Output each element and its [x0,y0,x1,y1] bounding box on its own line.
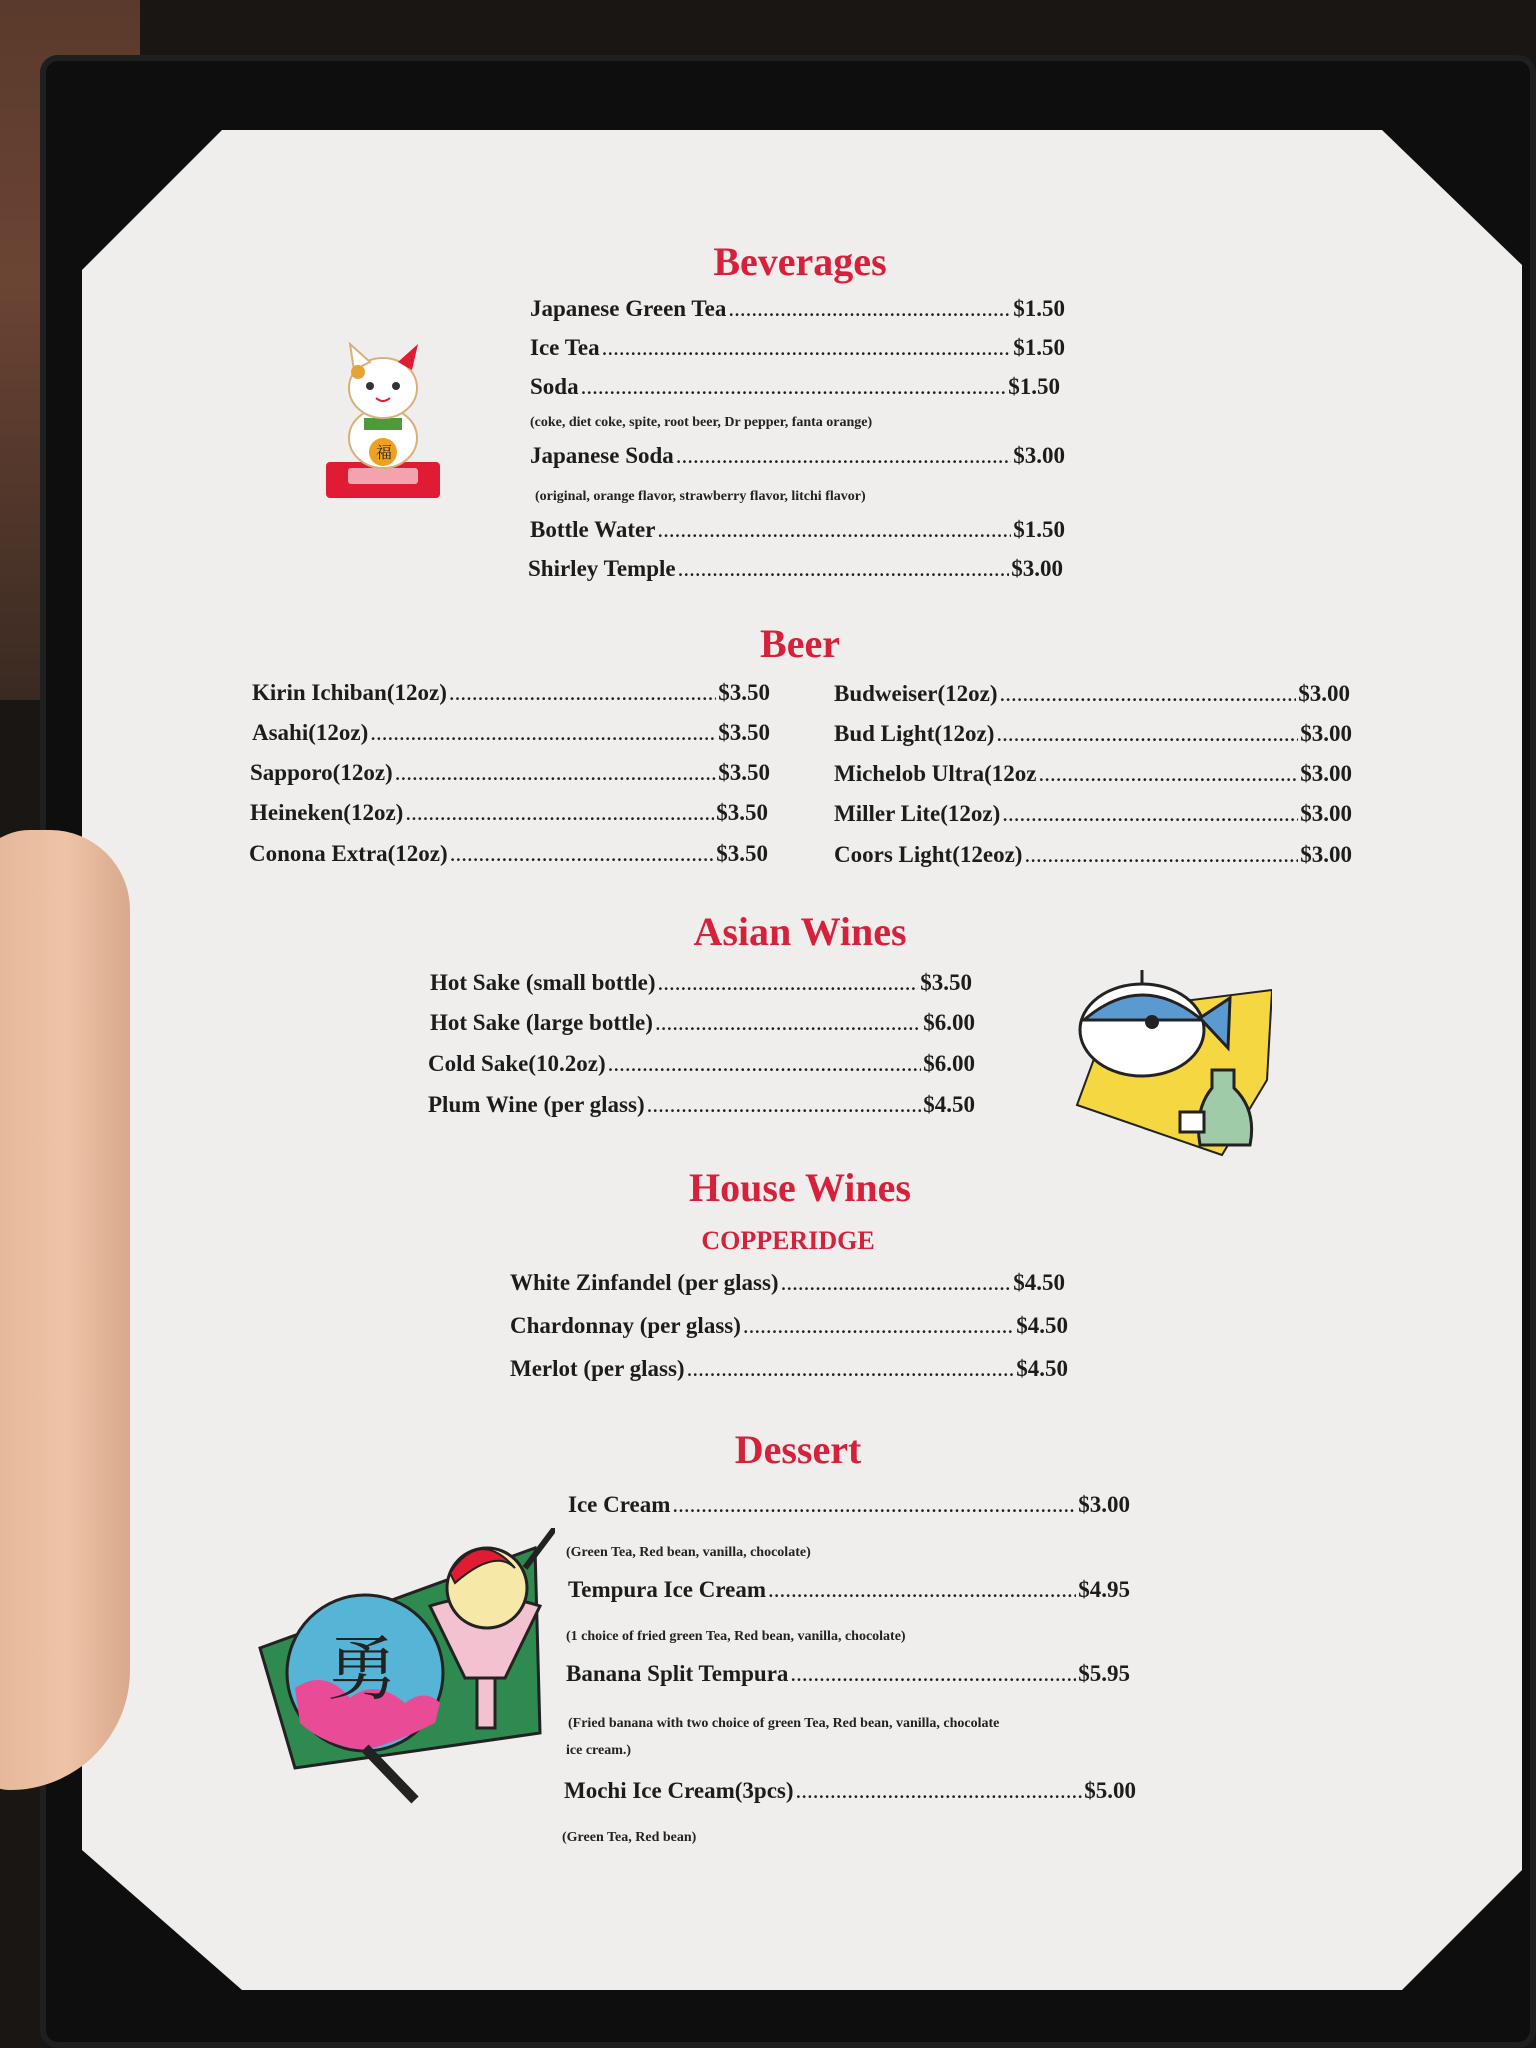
dessert-heading: Dessert [734,1427,862,1472]
menu-item: White Zinfandel (per glass) ..... $4.50 [510,1270,1065,1296]
menu-item: Bud Light(12oz) ..... $3.00 [834,721,1352,747]
beer-heading: Beer [760,621,840,666]
menu-item: Plum Wine (per glass) ..... $4.50 [428,1092,975,1118]
menu-item: Japanese Soda ..... $3.00 [530,443,1065,469]
lucky-cat-icon [318,340,448,510]
item-note: (1 choice of fried green Tea, Red bean, vanilla, chocolate) [566,1629,906,1644]
asian-wines-heading: Asian Wines [693,909,907,954]
menu-item: Coors Light(12eoz) ..... $3.00 [834,842,1352,868]
menu-item: Soda ..... $1.50 [530,374,1060,400]
svg-text:勇: 勇 [327,1628,397,1710]
menu-item: Michelob Ultra(12oz ..... $3.00 [834,761,1352,787]
shaved-ice-fan-icon [255,1528,555,1808]
menu-item: Japanese Green Tea ..... $1.50 [530,296,1065,322]
menu-item: Mochi Ice Cream(3pcs) ..... $5.00 [564,1778,1136,1804]
item-note: (Green Tea, Red bean, vanilla, chocolate) [566,1545,811,1560]
menu-item: Kirin Ichiban(12oz) ..... $3.50 [252,680,770,706]
svg-text:福: 福 [376,443,393,462]
menu-item: Merlot (per glass) ..... $4.50 [510,1356,1068,1382]
menu-item: Tempura Ice Cream ..... $4.95 [568,1577,1130,1603]
menu-item: Chardonnay (per glass) ..... $4.50 [510,1313,1068,1339]
menu-item: Ice Tea ..... $1.50 [530,335,1065,361]
menu-item: Shirley Temple ..... $3.00 [528,556,1063,582]
menu-item: Miller Lite(12oz) ..... $3.00 [834,801,1352,827]
pufferfish-sake-icon [1072,960,1272,1160]
item-note: ice cream.) [566,1743,632,1758]
menu-item: Budweiser(12oz) ..... $3.00 [834,681,1350,707]
menu-item: Asahi(12oz) ..... $3.50 [252,720,770,746]
menu-item: Banana Split Tempura ..... $5.95 [566,1661,1130,1687]
menu-item: Ice Cream ..... $3.00 [568,1492,1130,1518]
menu-item: Hot Sake (large bottle) ..... $6.00 [430,1010,975,1036]
menu-item: Bottle Water ..... $1.50 [530,517,1065,543]
menu-item: Sapporo(12oz) ..... $3.50 [250,760,770,786]
menu-item: Heineken(12oz) ..... $3.50 [250,800,768,826]
item-note: (original, orange flavor, strawberry flavor, litchi flavor) [535,489,866,504]
item-note: (Green Tea, Red bean) [562,1830,697,1845]
menu-item: Conona Extra(12oz) ..... $3.50 [249,841,768,867]
hand [0,830,130,1790]
menu-item: Hot Sake (small bottle) ..... $3.50 [430,970,972,996]
item-note: (coke, diet coke, spite, root beer, Dr pepper, fanta orange) [530,415,873,430]
house-wines-heading: House Wines [689,1165,911,1210]
item-note: (Fried banana with two choice of green Tea, Red bean, vanilla, chocolate [568,1716,1000,1731]
menu-item: Cold Sake(10.2oz) ..... $6.00 [428,1051,975,1077]
house-wines-subtitle: COPPERIDGE [701,1226,875,1255]
beverages-heading: Beverages [713,239,887,284]
